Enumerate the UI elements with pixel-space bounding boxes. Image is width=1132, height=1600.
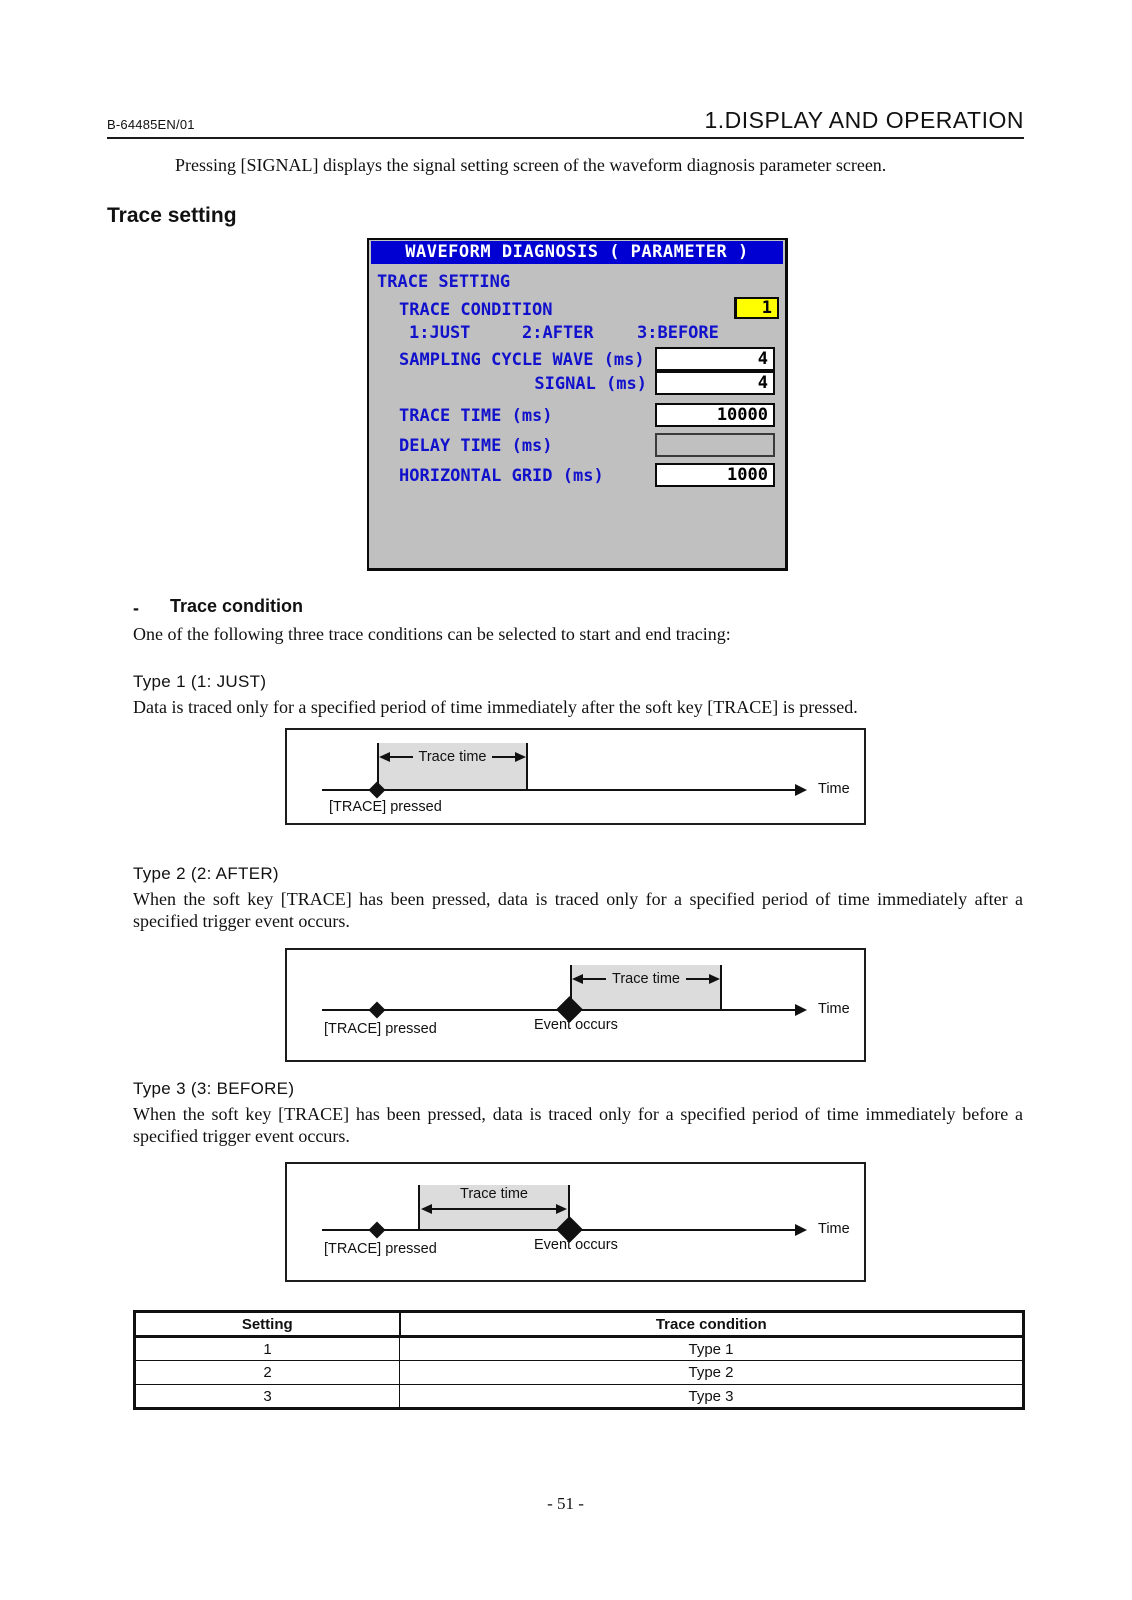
table-header-row xyxy=(135,1312,1024,1337)
chapter-title: 1.DISPLAY AND OPERATION xyxy=(704,107,1024,133)
crt-horizontal-grid-value: 1000 xyxy=(655,463,775,487)
table-cell-setting: 1 xyxy=(135,1337,400,1361)
type3-heading: Type 3 (3: BEFORE) xyxy=(133,1079,295,1098)
crt-sampling-wave-label: SAMPLING CYCLE WAVE (ms) xyxy=(399,350,645,370)
trace-time-label: Trace time xyxy=(460,1186,528,1202)
crt-title-bar: WAVEFORM DIAGNOSIS ( PARAMETER ) xyxy=(371,241,783,264)
crt-horizontal-grid-label: HORIZONTAL GRID (ms) xyxy=(399,466,604,486)
timeline-arrowhead-icon xyxy=(795,784,807,796)
timeline-arrowhead-icon xyxy=(795,1224,807,1236)
table-cell-condition: Type 2 xyxy=(400,1361,1024,1385)
header-rule xyxy=(107,137,1024,139)
arrow-right-icon xyxy=(515,752,526,762)
arrow-right-icon xyxy=(556,1204,567,1214)
trace-time-label: Trace time xyxy=(418,749,487,765)
trace-pressed-marker-diamond-icon xyxy=(369,1002,386,1019)
crt-signal-label: SIGNAL (ms) xyxy=(534,374,647,394)
crt-option-after: 2:AFTER xyxy=(522,323,594,343)
time-label: Time xyxy=(818,781,850,797)
table-cell-setting: 3 xyxy=(135,1385,400,1409)
crt-delay-time-value xyxy=(655,433,775,457)
trace-pressed-marker-diamond-icon xyxy=(369,1222,386,1239)
type1-diagram xyxy=(285,728,866,825)
crt-trace-time-label: TRACE TIME (ms) xyxy=(399,406,553,426)
trace-pressed-label: [TRACE] pressed xyxy=(324,1241,437,1257)
table-header-trace-condition: Trace condition xyxy=(400,1312,1024,1337)
setting-table xyxy=(133,1310,1025,1410)
table-header-setting: Setting xyxy=(135,1312,400,1337)
arrow-left-icon xyxy=(572,974,583,984)
trace-pressed-label: [TRACE] pressed xyxy=(329,799,442,815)
arrow-left-icon xyxy=(379,752,390,762)
trace-pressed-label: [TRACE] pressed xyxy=(324,1021,437,1037)
crt-trace-time-value: 10000 xyxy=(655,403,775,427)
type1-heading: Type 1 (1: JUST) xyxy=(133,672,267,691)
type1-body: Data is traced only for a specified period of time immediately after the soft key [TRACE] is pressed. xyxy=(133,697,858,717)
trace-time-label: Trace time xyxy=(612,971,680,987)
table-row xyxy=(135,1361,1024,1385)
type2-diagram xyxy=(285,948,866,1062)
section-heading-trace-setting: Trace setting xyxy=(107,204,237,227)
timeline-arrowhead-icon xyxy=(795,1004,807,1016)
crt-screenshot xyxy=(367,238,788,571)
timeline-line xyxy=(322,789,797,791)
subsection-heading-trace-condition: Trace condition xyxy=(170,596,304,616)
subsection-bullet-dash: - xyxy=(133,598,139,618)
crt-signal-value: 4 xyxy=(655,371,775,395)
table-row xyxy=(135,1337,1024,1361)
type3-diagram xyxy=(285,1162,866,1282)
trace-condition-intro: One of the following three trace conditions can be selected to start and end tracing: xyxy=(133,624,731,644)
type3-body: When the soft key [TRACE] has been pressed, data is traced only for a specified period of time immediately before a specified trigger event occurs. xyxy=(133,1104,1023,1146)
table-cell-setting: 2 xyxy=(135,1361,400,1385)
arrow-right-icon xyxy=(709,974,720,984)
crt-section-label: TRACE SETTING xyxy=(377,272,511,292)
trace-time-arrows xyxy=(379,749,526,765)
type2-body: When the soft key [TRACE] has been pressed, data is traced only for a specified period of time immediately after a specified trigger event occurs. xyxy=(133,889,1023,931)
time-label: Time xyxy=(818,1221,850,1237)
crt-option-just: 1:JUST xyxy=(409,323,471,343)
trace-time-arrows xyxy=(572,971,720,987)
event-occurs-label: Event occurs xyxy=(534,1237,618,1253)
crt-delay-time-label: DELAY TIME (ms) xyxy=(399,436,553,456)
time-label: Time xyxy=(818,1001,850,1017)
crt-option-before: 3:BEFORE xyxy=(637,323,719,343)
trace-time-arrows xyxy=(421,1204,567,1214)
table-cell-condition: Type 1 xyxy=(400,1337,1024,1361)
crt-trace-condition-value: 1 xyxy=(734,297,779,319)
intro-paragraph: Pressing [SIGNAL] displays the signal setting screen of the waveform diagnosis parameter screen. xyxy=(175,155,887,175)
table-cell-condition: Type 3 xyxy=(400,1385,1024,1409)
crt-sampling-wave-value: 4 xyxy=(655,347,775,371)
arrow-left-icon xyxy=(421,1204,432,1214)
type2-heading: Type 2 (2: AFTER) xyxy=(133,864,279,883)
doc-number: B-64485EN/01 xyxy=(107,117,195,132)
event-occurs-label: Event occurs xyxy=(534,1017,618,1033)
table-row xyxy=(135,1385,1024,1409)
crt-trace-condition-label: TRACE CONDITION xyxy=(399,300,553,320)
page-number: - 51 - xyxy=(547,1494,584,1513)
